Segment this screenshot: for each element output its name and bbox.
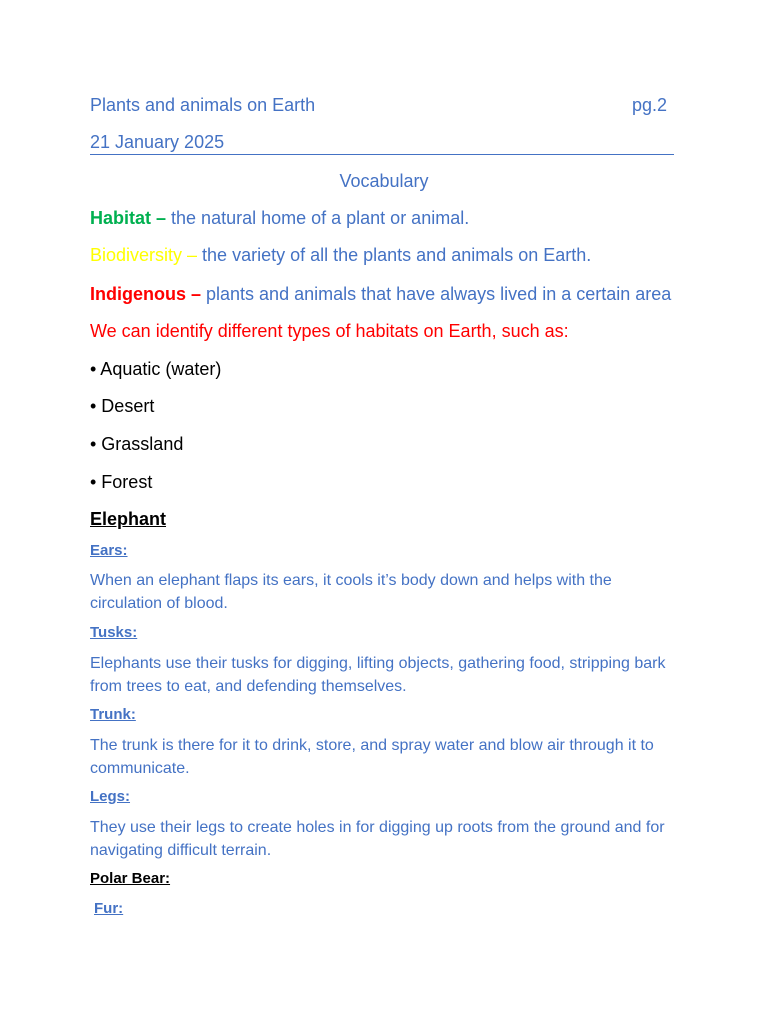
section-text-ears: When an elephant flaps its ears, it cools it’s body down and helps with the circulation of blood. xyxy=(90,572,612,612)
section-text-legs: They use their legs to create holes in for digging up roots from the ground and for navigating difficult terrain. xyxy=(90,819,665,859)
polar-bear-heading: Polar Bear: xyxy=(90,870,171,887)
date: 21 January 2025 xyxy=(90,132,225,152)
vocab-habitat xyxy=(90,208,469,229)
vocab-biodiversity xyxy=(90,245,591,266)
section-label-trunk: Trunk: xyxy=(90,706,136,723)
elephant-heading: Elephant xyxy=(90,509,167,529)
vocab-definition-biodiversity: the variety of all the plants and animals on Earth. xyxy=(197,245,592,265)
section-text-trunk: The trunk is there for it to drink, store, and spray water and blow air through it to communicate. xyxy=(90,737,654,777)
habitat-item: • Aquatic (water) xyxy=(90,359,222,379)
section-label-tusks: Tusks: xyxy=(90,624,138,641)
vocab-definition-indigenous: plants and animals that have always lived in a certain area xyxy=(201,284,672,304)
date-line xyxy=(90,132,674,155)
vocab-term-indigenous: Indigenous – xyxy=(90,284,202,304)
habitat-item: • Forest xyxy=(90,472,153,492)
section-label-ears: Ears: xyxy=(90,542,128,559)
habitats-intro: We can identify different types of habitats on Earth, such as: xyxy=(90,321,569,341)
section-text-tusks: Elephants use their tusks for digging, lifting objects, gathering food, stripping bark from trees to eat, and defending themselves. xyxy=(90,655,666,695)
page-number: pg.2 xyxy=(632,95,668,115)
vocab-term-biodiversity: Biodiversity – xyxy=(90,245,198,265)
vocab-term-habitat: Habitat – xyxy=(90,208,167,228)
vocab-indigenous xyxy=(90,284,671,305)
section-label-legs: Legs: xyxy=(90,788,131,805)
vocab-definition-habitat: the natural home of a plant or animal. xyxy=(166,208,470,228)
section-label-fur: Fur: xyxy=(94,900,124,917)
habitat-item: • Grassland xyxy=(90,434,184,454)
habitat-item: • Desert xyxy=(90,396,155,416)
page-title: Plants and animals on Earth xyxy=(90,95,316,115)
vocabulary-heading: Vocabulary xyxy=(339,171,429,191)
